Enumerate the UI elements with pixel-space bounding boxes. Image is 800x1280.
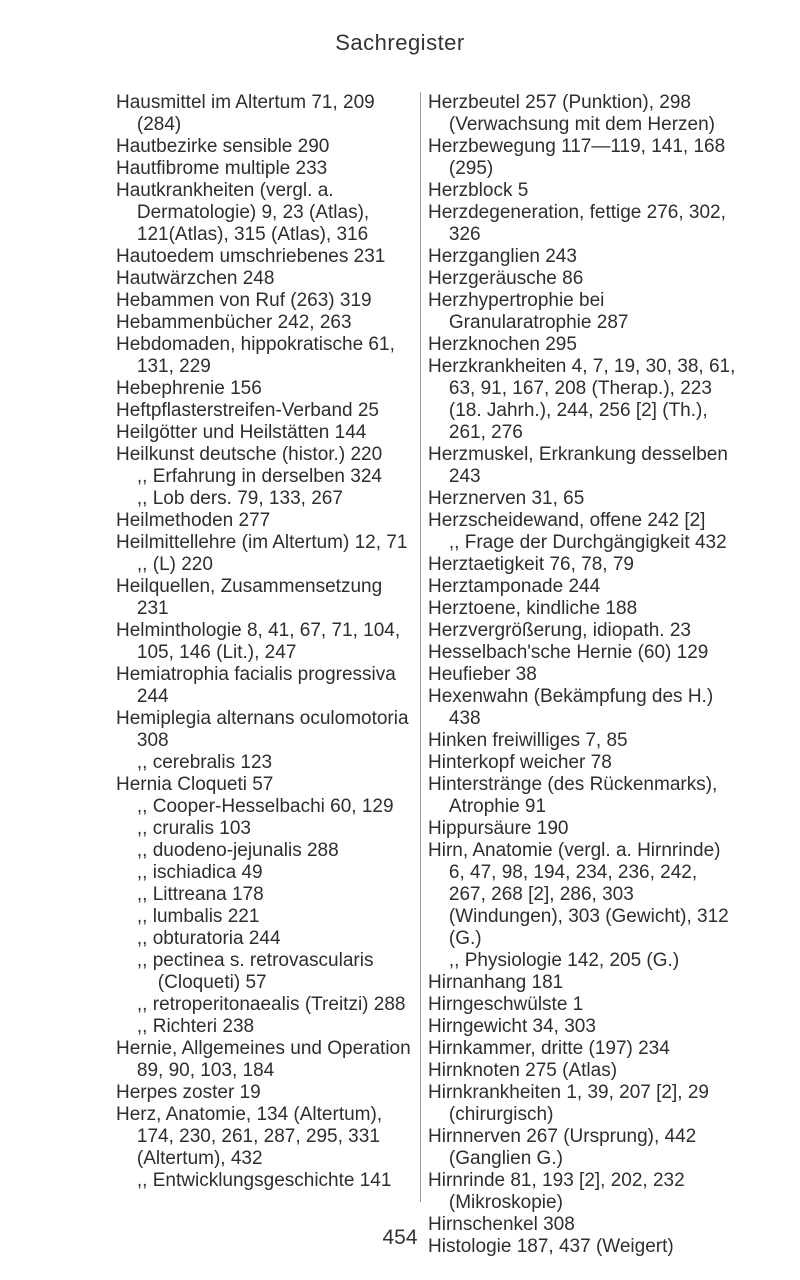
index-entry: ,, (L) 220	[136, 554, 213, 575]
index-entry: ,, Cooper-Hesselbachi 60, 129	[136, 796, 394, 817]
index-entry: ,, Erfahrung in derselben 324	[136, 466, 382, 487]
index-entry: Herzganglien 243	[428, 246, 577, 267]
running-header: Sachregister	[335, 30, 465, 55]
index-entry: Herzhypertrophie bei Granularatrophie 287	[428, 290, 629, 333]
index-entry: Hausmittel im Altertum 71, 209 (284)	[116, 92, 375, 135]
index-entry: Hautkrankheiten (vergl. a. Dermatologie) 9, 23 (Atlas), 121(Atlas), 315 (Atlas), 316	[116, 180, 370, 245]
index-entry: ,, retroperitonaealis (Treitzi) 288	[136, 994, 406, 1015]
index-entry: Hirnanhang 181	[428, 972, 564, 993]
page-number: 454	[382, 1226, 418, 1249]
index-entry: Herzmuskel, Erkrankung desselben 243	[428, 444, 728, 487]
index-entry: Hautbezirke sensible 290	[116, 136, 330, 157]
index-entry: ,, lumbalis 221	[136, 906, 260, 927]
index-entry: Hernia Cloqueti 57	[116, 774, 274, 795]
index-entry: Herzscheidewand, offene 242 [2]	[428, 510, 706, 531]
index-entry: ,, Lob ders. 79, 133, 267	[136, 488, 343, 509]
index-entry: Herztoene, kindliche 188	[428, 598, 638, 619]
index-entry: Hexenwahn (Bekämpfung des H.) 438	[428, 686, 714, 729]
index-entry: Herztaetigkeit 76, 78, 79	[428, 554, 634, 575]
index-entry: ,, obturatoria 244	[136, 928, 281, 949]
index-entry: Herzbewegung 117—119, 141, 168 (295)	[428, 136, 726, 179]
index-entry: ,, duodeno-jejunalis 288	[136, 840, 339, 861]
index-entry: Herzvergrößerung, idiopath. 23	[428, 620, 691, 641]
index-entry: Hesselbach'sche Hernie (60) 129	[428, 642, 709, 663]
index-entry: Herzbeutel 257 (Punktion), 298 (Verwachsung mit dem Herzen)	[428, 92, 715, 135]
index-entry: Helminthologie 8, 41, 67, 71, 104, 105, 146 (Lit.), 247	[116, 620, 401, 663]
index-entry: Herzblock 5	[428, 180, 529, 201]
index-entry: ,, cerebralis 123	[136, 752, 273, 773]
index-entry: Heufieber 38	[428, 664, 537, 685]
index-entry: Heilquellen, Zusammensetzung 231	[116, 576, 383, 619]
index-entry: Heftpflasterstreifen-Verband 25	[116, 400, 379, 421]
index-entry: Hautwärzchen 248	[116, 268, 275, 289]
index-entry: Herztamponade 244	[428, 576, 601, 597]
index-entry: Hebammen von Ruf (263) 319	[116, 290, 372, 311]
index-entry: Hinterstränge (des Rückenmarks), Atrophie 91	[428, 774, 718, 817]
index-entry: Hautoedem umschriebenes 231	[116, 246, 386, 267]
index-entry: Hebdomaden, hippokratische 61, 131, 229	[116, 334, 395, 377]
index-column-right	[428, 92, 738, 1258]
index-entry: Hinken freiwilliges 7, 85	[428, 730, 628, 751]
index-entry: Herpes zoster 19	[116, 1082, 261, 1103]
index-entry: Hebephrenie 156	[116, 378, 262, 399]
index-entry: ,, Frage der Durchgängigkeit 432	[448, 532, 727, 553]
index-entry: Hernie, Allgemeines und Operation 89, 90, 103, 184	[116, 1038, 411, 1081]
index-entry: Heilkunst deutsche (histor.) 220	[116, 444, 383, 465]
index-entry: ,, pectinea s. retrovascularis (Cloqueti) 57	[136, 950, 374, 993]
index-entry: Histologie 187, 437 (Weigert)	[428, 1236, 674, 1257]
index-entry: Hirn, Anatomie (vergl. a. Hirnrinde) 6, 47, 98, 194, 234, 236, 242, 267, 268 [2], 286, 303 (Windungen), 303 (Gewicht), 312 (G.)	[428, 840, 729, 949]
index-entry: Hirnkammer, dritte (197) 234	[428, 1038, 670, 1059]
index-entry: ,, Entwicklungsgeschichte 141	[136, 1170, 392, 1191]
index-entry: Hirnkrankheiten 1, 39, 207 [2], 29 (chirurgisch)	[428, 1082, 709, 1125]
index-entry: ,, cruralis 103	[136, 818, 251, 839]
index-entry: Herzgeräusche 86	[428, 268, 584, 289]
index-entry: Heilgötter und Heilstätten 144	[116, 422, 367, 443]
index-entry: Heilmittellehre (im Altertum) 12, 71	[116, 532, 408, 553]
index-column-left	[116, 92, 416, 1192]
index-entry: Herz, Anatomie, 134 (Altertum), 174, 230, 261, 287, 295, 331 (Altertum), 432	[116, 1104, 383, 1169]
index-entry: Hirngewicht 34, 303	[428, 1016, 596, 1037]
index-entry: Hebammenbücher 242, 263	[116, 312, 352, 333]
index-entry: ,, Physiologie 142, 205 (G.)	[448, 950, 680, 971]
index-entry: Hemiatrophia facialis progressiva 244	[116, 664, 396, 707]
index-entry: Hirngeschwülste 1	[428, 994, 584, 1015]
index-entry: Hirnrinde 81, 193 [2], 202, 232 (Mikroskopie)	[428, 1170, 685, 1213]
index-entry: Herzdegeneration, fettige 276, 302, 326	[428, 202, 726, 245]
index-entry: Hirnschenkel 308	[428, 1214, 575, 1235]
index-entry: Hirnnerven 267 (Ursprung), 442 (Ganglien G.)	[428, 1126, 697, 1169]
index-entry: ,, ischiadica 49	[136, 862, 263, 883]
index-entry: Herzkrankheiten 4, 7, 19, 30, 38, 61, 63, 91, 167, 208 (Therap.), 223 (18. Jahrh.), 244, 256 [2] (Th.), 261, 276	[428, 356, 736, 443]
index-entry: Hippursäure 190	[428, 818, 569, 839]
index-entry: Hemiplegia alternans oculomotoria 308	[116, 708, 409, 751]
index-entry: Heilmethoden 277	[116, 510, 271, 531]
index-entry: Hinterkopf weicher 78	[428, 752, 612, 773]
index-entry: ,, Littreana 178	[136, 884, 264, 905]
index-entry: ,, Richteri 238	[136, 1016, 255, 1037]
index-entry: Hirnknoten 275 (Atlas)	[428, 1060, 618, 1081]
index-entry: Hautfibrome multiple 233	[116, 158, 328, 179]
index-entry: Herznerven 31, 65	[428, 488, 585, 509]
index-entry: Herzknochen 295	[428, 334, 577, 355]
column-divider	[420, 92, 421, 1202]
